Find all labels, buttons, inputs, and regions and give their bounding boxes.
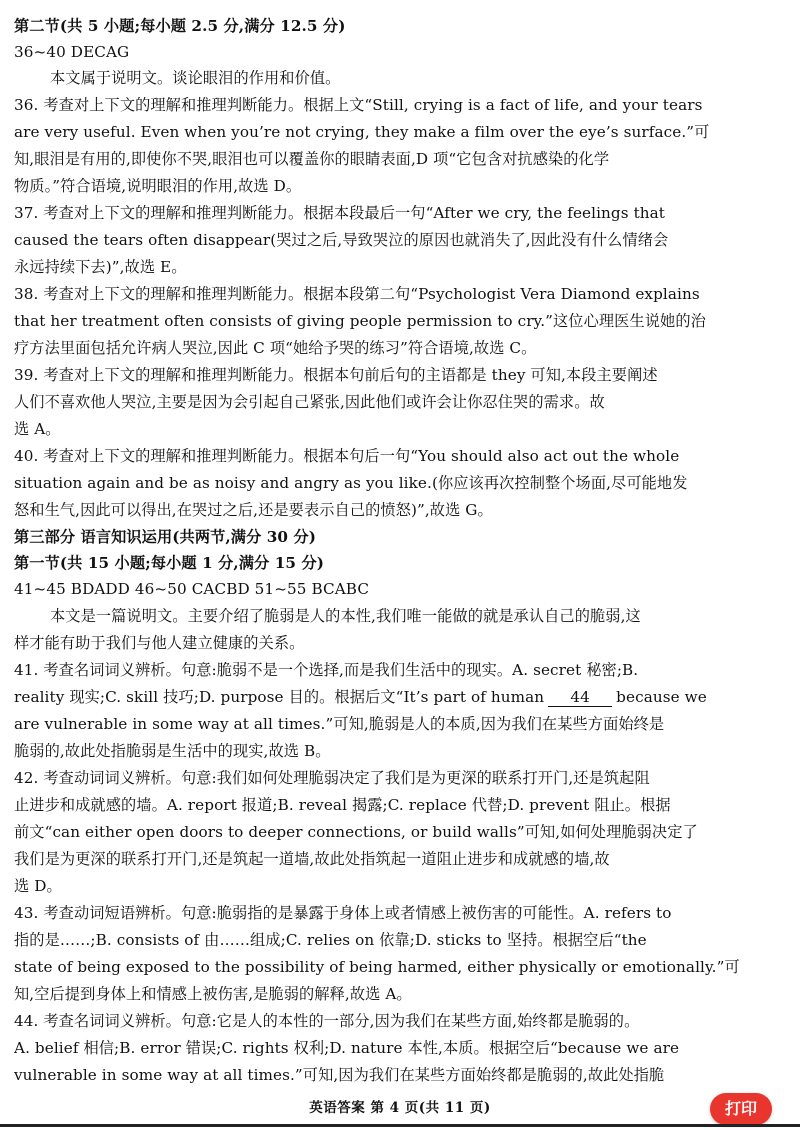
q40-line-1: 40. 考查对上下文的理解和推理判断能力。根据本句后一句“You should also act out the whole — [14, 447, 680, 465]
q40-line-3: 怒和生气,因此可以得出,在哭过之后,还是要表示自己的愤怒)”,故选 G。 — [14, 501, 493, 519]
q41-line-1: 41. 考查名词词义辨析。句意:脆弱不是一个选择,而是我们生活中的现实。A. secret 秘密;B. — [14, 661, 639, 679]
q37-line-2: caused the tears often disappear(哭过之后,导致哭泣的原因也就消失了,因此没有什么情绪会 — [14, 231, 669, 249]
q38-line-1: 38. 考查对上下文的理解和推理判断能力。根据本段第二句“Psychologist Vera Diamond explains — [14, 285, 700, 303]
q43-line-1: 43. 考查动词短语辨析。句意:脆弱指的是暴露于身体上或者情感上被伤害的可能性。A. refers to — [14, 904, 672, 922]
section2-answer-key: 36~40 DECAG — [14, 43, 130, 61]
q41-line-2 — [14, 685, 786, 709]
q39-line-3: 选 A。 — [14, 420, 61, 438]
q43-line-2: 指的是……;B. consists of 由……组成;C. relies on 依靠;D. sticks to 坚持。根据空后“the — [14, 931, 647, 949]
q41-blank-number: 44 — [548, 688, 612, 707]
part3-section1-title: 第一节(共 15 小题;每小题 1 分,满分 15 分) — [14, 554, 325, 572]
print-button[interactable]: 打印 — [710, 1093, 772, 1125]
q37-line-3: 永远持续下去)”,故选 E。 — [14, 258, 187, 276]
q39-line-2: 人们不喜欢他人哭泣,主要是因为会引起自己紧张,因此他们或许会让你忍住哭的需求。故 — [14, 393, 605, 411]
q40-line-2: situation again and be as noisy and angry as you like.(你应该再次控制整个场面,尽可能地发 — [14, 474, 688, 492]
q41-line-2-tail: because we — [616, 688, 707, 706]
bottom-divider — [0, 1124, 800, 1127]
section2-intro: 本文属于说明文。谈论眼泪的作用和价值。 — [50, 69, 341, 87]
q43-line-4: 知,空后提到身体上和情感上被伤害,是脆弱的解释,故选 A。 — [14, 985, 412, 1003]
q39-line-1: 39. 考查对上下文的理解和推理判断能力。根据本句前后句的主语都是 they 可知,本段主要阐述 — [14, 366, 658, 384]
part3-intro-line-2: 样才能有助于我们与他人建立健康的关系。 — [14, 634, 305, 652]
part3-intro-line-1: 本文是一篇说明文。主要介绍了脆弱是人的本性,我们唯一能做的就是承认自己的脆弱,这 — [50, 607, 641, 625]
q44-line-1: 44. 考查名词词义辨析。句意:它是人的本性的一部分,因为我们在某些方面,始终都是脆弱的。 — [14, 1012, 640, 1030]
q42-line-4: 我们是为更深的联系打开门,还是筑起一道墙,故此处指筑起一道阻止进步和成就感的墙,故 — [14, 850, 610, 868]
q36-line-4: 物质。”符合语境,说明眼泪的作用,故选 D。 — [14, 177, 302, 195]
q36-line-1: 36. 考查对上下文的理解和推理判断能力。根据上文“Still, crying is a fact of life, and your tears — [14, 96, 703, 114]
section2-title: 第二节(共 5 小题;每小题 2.5 分,满分 12.5 分) — [14, 17, 346, 35]
q42-line-2: 止进步和成就感的墙。A. report 报道;B. reveal 揭露;C. replace 代替;D. prevent 阻止。根据 — [14, 796, 671, 814]
page-footer: 英语答案 第 4 页(共 11 页) — [309, 1100, 491, 1116]
q38-line-2: that her treatment often consists of giving people permission to cry.”这位心理医生说她的治 — [14, 312, 706, 330]
q37-line-1: 37. 考查对上下文的理解和推理判断能力。根据本段最后一句“After we cry, the feelings that — [14, 204, 666, 222]
q43-line-3: state of being exposed to the possibility of being harmed, either physically or emotionally.”可 — [14, 958, 740, 976]
q41-line-2-text: reality 现实;C. skill 技巧;D. purpose 目的。根据后文“It’s part of human — [14, 688, 545, 706]
q36-line-2: are very useful. Even when you’re not crying, they make a film over the eye’s surface.”可 — [14, 123, 710, 141]
q44-line-2: A. belief 相信;B. error 错误;C. rights 权利;D. nature 本性,本质。根据空后“because we are — [14, 1039, 680, 1057]
part3-answer-key: 41~45 BDADD 46~50 CACBD 51~55 BCABC — [14, 580, 370, 598]
q38-line-3: 疗方法里面包括允许病人哭泣,因此 C 项“她给予哭的练习”符合语境,故选 C。 — [14, 339, 537, 357]
q44-line-3: vulnerable in some way at all times.”可知,因为我们在某些方面始终都是脆弱的,故此处指脆 — [14, 1066, 665, 1084]
part3-title: 第三部分 语言知识运用(共两节,满分 30 分) — [14, 528, 317, 546]
q41-line-3: are vulnerable in some way at all times.”可知,脆弱是人的本质,因为我们在某些方面始终是 — [14, 715, 665, 733]
q42-line-3: 前文“can either open doors to deeper connections, or build walls”可知,如何处理脆弱决定了 — [14, 823, 698, 841]
q41-line-4: 脆弱的,故此处指脆弱是生活中的现实,故选 B。 — [14, 742, 331, 760]
q36-line-3: 知,眼泪是有用的,即使你不哭,眼泪也可以覆盖你的眼睛表面,D 项“它包含对抗感染的化学 — [14, 150, 610, 168]
q42-line-1: 42. 考查动词词义辨析。句意:我们如何处理脆弱决定了我们是为更深的联系打开门,还是筑起阻 — [14, 769, 650, 787]
q42-line-5: 选 D。 — [14, 877, 62, 895]
